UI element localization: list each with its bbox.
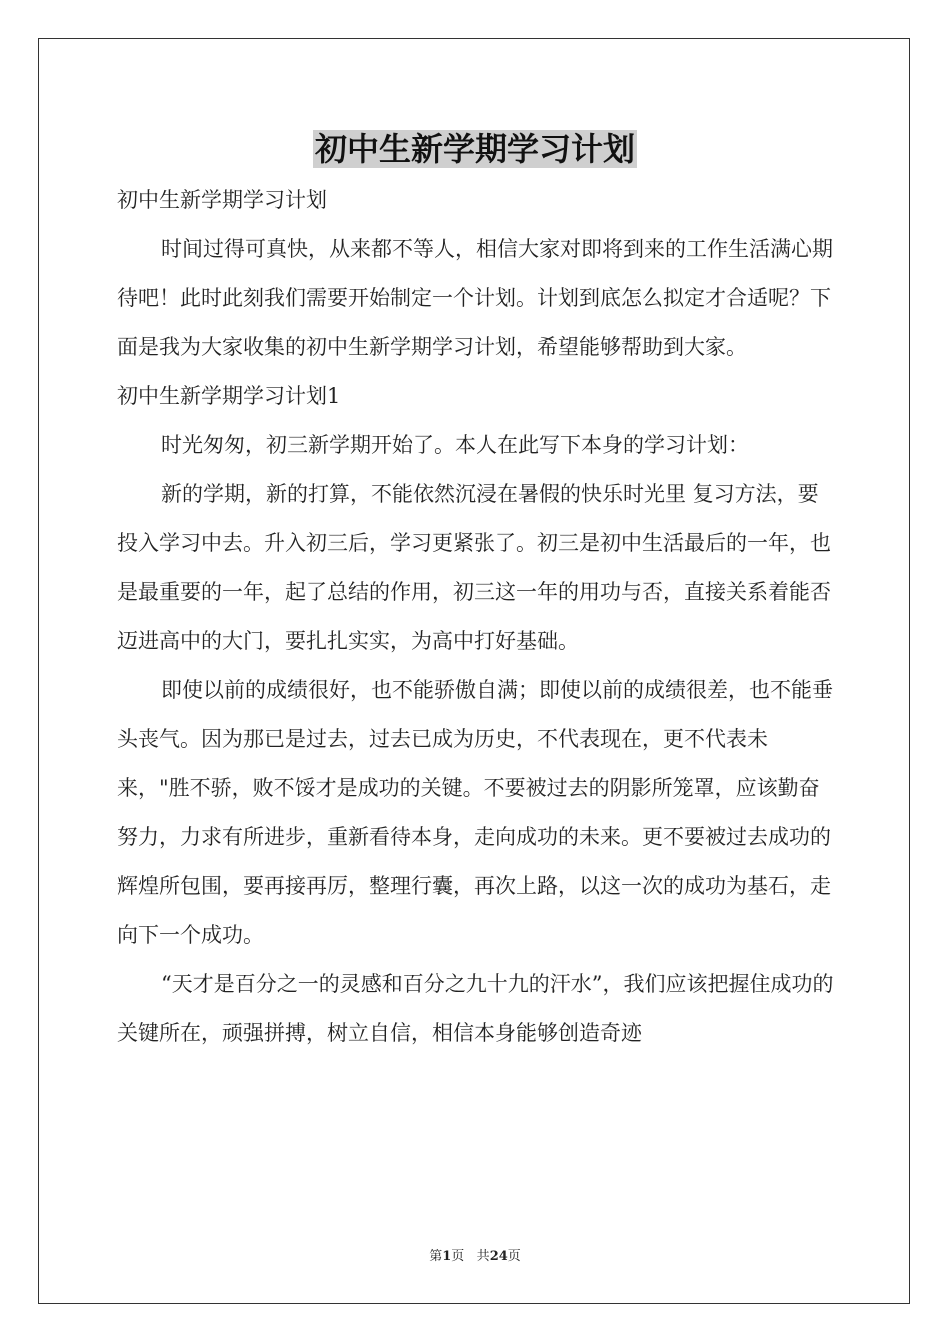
total-prefix: 共: [476, 1249, 490, 1264]
total-suffix: 页: [507, 1249, 521, 1264]
paragraph: 新的学期，新的打算，不能依然沉浸在暑假的快乐时光里 复习方法，要投入学习中去。升入初三后，学习更紧张了。初三是初中生活最后的一年，也是最重要的一年，起了总结的作用，初三这一年的用功与否，直接关系着能否迈进高中的大门，要扎扎实实，为高中打好基础。: [117, 482, 831, 653]
page-number: 1: [442, 1249, 452, 1264]
paragraph: 时间过得可真快，从来都不等人，相信大家对即将到来的工作生活满心期待吧！此时此刻我们需要开始制定一个计划。计划到底怎么拟定才合适呢？下面是我为大家收集的初中生新学期学习计划，希望能够帮助到大家。: [117, 237, 833, 359]
paragraph: 初中生新学期学习计划: [117, 188, 327, 212]
paragraph: “天才是百分之一的灵感和百分之九十九的汗水”，我们应该把握住成功的关键所在，顽强拼搏，树立自信，相信本身能够创造奇迹: [117, 972, 834, 1045]
page-suffix: 页: [451, 1249, 465, 1264]
document-body: [117, 176, 837, 1058]
paragraph: 时光匆匆，初三新学期开始了。本人在此写下本身的学习计划：: [161, 433, 749, 457]
document-title: [0, 124, 950, 174]
total-pages: 24: [489, 1249, 508, 1264]
page-footer: [0, 1245, 950, 1264]
document-title-text: 初中生新学期学习计划: [314, 130, 635, 168]
paragraph: 即使以前的成绩很好，也不能骄傲自满；即使以前的成绩很差，也不能垂头丧气。因为那已是过去，过去已成为历史，不代表现在，更不代表未来，"胜不骄，败不馁才是成功的关键。不要被过去的阴影所笼罩，应该勤奋努力，力求有所进步，重新看待本身，走向成功的未来。更不要被过去成功的辉煌所包围，要再接再厉，整理行囊，再次上路，以这一次的成功为基石，走向下一个成功。: [117, 678, 833, 947]
page-prefix: 第: [429, 1249, 443, 1264]
paragraph: 初中生新学期学习计划1: [117, 384, 341, 408]
